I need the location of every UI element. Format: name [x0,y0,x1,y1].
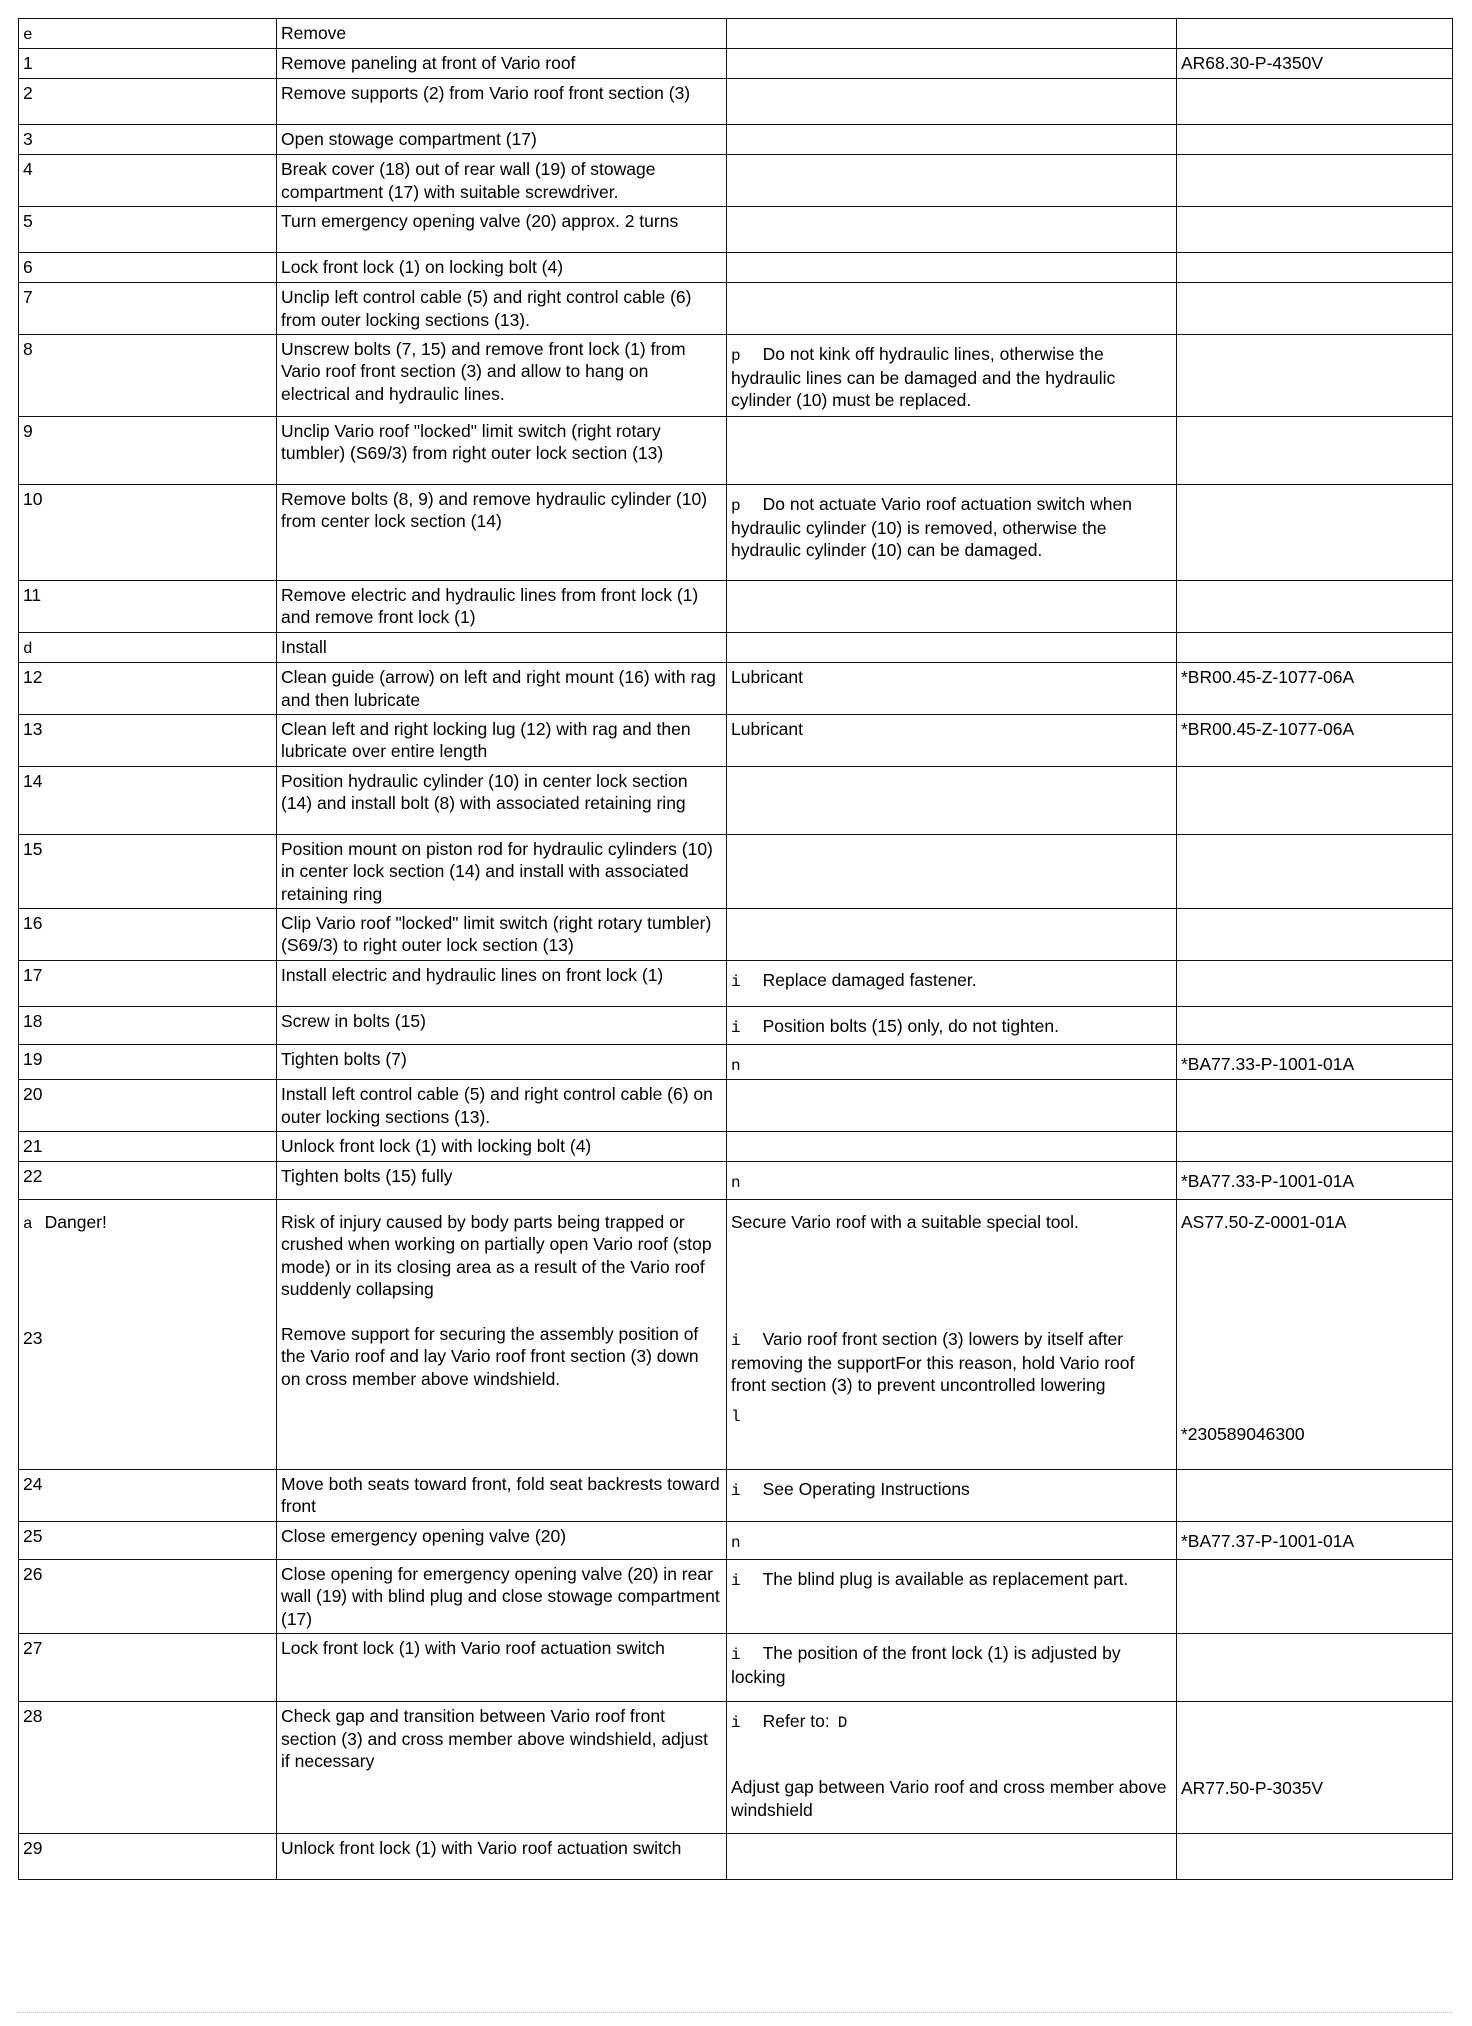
step-action-cell [277,715,727,767]
step-row [19,1132,1453,1162]
step-number-cell [19,909,277,961]
step-action: Break cover (18) out of rear wall (19) of stowage compartment (17) with suitable screwdriver. [281,159,656,202]
step-action: Tighten bolts (15) fully [281,1166,453,1187]
step-row [19,1560,1453,1634]
step-number: 23 [23,1328,43,1349]
step-action: Remove support for securing the assembly position of the Vario roof and lay Vario roof front section (3) down on cross member above windshield. [281,1324,699,1389]
special-tool-symbol: l [731,1408,741,1427]
step-action: Remove electric and hydraulic lines from front lock (1) and remove front lock (1) [281,585,699,628]
danger-step-row [19,1200,1453,1470]
step-note: Position bolts (15) only, do not tighten. [762,1015,1059,1036]
step-number-cell [19,1522,277,1560]
step-number-cell [19,1702,277,1834]
step-action: Position mount on piston rod for hydraulic cylinders (10) in center lock section (14) and install with associated retaining ring [281,838,713,904]
step-action: Close emergency opening valve (20) [281,1526,567,1547]
step-note-cell [727,79,1177,125]
step-note-cell [727,19,1177,49]
step-number: 24 [23,1474,43,1495]
step-ref-cell [1177,1702,1453,1834]
step-number: 7 [23,287,33,308]
tool-part-number: *230589046300 [1181,1424,1305,1445]
step-note-cell [727,1132,1177,1162]
step-action-cell [277,1162,727,1200]
step-note: Lubricant [731,719,803,740]
step-action: Install [281,636,327,657]
step-action-cell [277,283,727,335]
step-row [19,1702,1453,1834]
step-action-cell [277,207,727,253]
step-number-cell [19,1634,277,1702]
step-row [19,207,1453,253]
step-row [19,79,1453,125]
step-note-cell [727,207,1177,253]
step-action: Tighten bolts (7) [281,1048,407,1069]
step-note: Replace damaged fastener. [762,969,977,990]
danger-warning: Risk of injury caused by body parts being trapped or crushed when working on partially open Vario roof (stop mode) or in its closing area as a result of the Vario roof suddenly collapsing [281,1212,712,1300]
step-row [19,766,1453,834]
step-note-cell [727,485,1177,581]
step-number: 1 [23,53,33,74]
step-row [19,581,1453,633]
note-symbol: i [731,1482,741,1501]
step-ref-cell [1177,335,1453,417]
step-note: Vario roof front section (3) lowers by itself after removing the supportFor this reason, hold Vario roof front section (3) to prevent uncontrolled lowering [731,1329,1135,1395]
step-action: Turn emergency opening valve (20) approx. 2 turns [281,211,679,232]
step-number: 13 [23,719,43,740]
step-ref-cell [1177,79,1453,125]
step-action-cell [277,485,727,581]
step-row [19,1044,1453,1079]
step-note-cell [727,581,1177,633]
note-symbol: n [731,1056,741,1075]
step-action-cell [277,125,727,155]
step-number-cell [19,283,277,335]
step-ref-cell [1177,663,1453,715]
step-row [19,485,1453,581]
step-number-cell [19,581,277,633]
step-number-cell [19,1006,277,1044]
tool-reference: AS77.50-Z-0001-01A [1181,1212,1347,1233]
step-action-cell [277,632,727,662]
step-number-cell [19,632,277,662]
step-action-cell [277,1834,727,1880]
step-action: Remove supports (2) from Vario roof front section (3) [281,83,691,104]
step-row [19,417,1453,485]
step-action: Unlock front lock (1) with locking bolt (4) [281,1136,592,1157]
step-number: e [23,26,33,44]
step-row [19,632,1453,662]
step-number-cell [19,1080,277,1132]
step-action-cell [277,253,727,283]
step-action: Lock front lock (1) with Vario roof actuation switch [281,1638,665,1659]
danger-ref-cell [1177,1200,1453,1470]
step-action-cell [277,1470,727,1522]
step-number: 28 [23,1706,43,1727]
step-number-cell [19,1470,277,1522]
step-action-cell [277,909,727,961]
step-note: Do not kink off hydraulic lines, otherwise the hydraulic lines can be damaged and the hydraulic cylinder (10) must be replaced. [731,344,1116,410]
step-note-cell [727,1522,1177,1560]
step-note-cell [727,632,1177,662]
step-ref-cell [1177,49,1453,79]
step-action-cell [277,79,727,125]
step-note-cell [727,283,1177,335]
step-action-cell [277,1634,727,1702]
step-row [19,283,1453,335]
document-reference: *BR00.45-Z-1077-06A [1181,719,1355,740]
step-action-cell [277,155,727,207]
step-number: 17 [23,964,43,985]
step-row [19,253,1453,283]
step-action-cell [277,1044,727,1079]
note-symbol: i [731,1646,741,1665]
note-symbol: i [731,1332,741,1351]
step-row [19,663,1453,715]
step-ref-cell [1177,1634,1453,1702]
step-row [19,155,1453,207]
step-number: 26 [23,1564,43,1585]
step-note-cell [727,715,1177,767]
step-number: 2 [23,83,33,104]
step-ref-cell [1177,1522,1453,1560]
step-note: The position of the front lock (1) is adjusted by locking [731,1643,1121,1687]
step-action-cell [277,335,727,417]
step-number-cell [19,253,277,283]
step-action: Unlock front lock (1) with Vario roof actuation switch [281,1838,682,1859]
step-action: Remove paneling at front of Vario roof [281,53,576,74]
step-action-cell [277,1006,727,1044]
step-note-cell [727,335,1177,417]
step-ref-cell [1177,155,1453,207]
step-ref-cell [1177,417,1453,485]
step-action-cell [277,1522,727,1560]
step-number-cell [19,960,277,1006]
step-ref-cell [1177,1132,1453,1162]
step-number: 12 [23,667,43,688]
page-bottom-rule [18,2012,1452,2013]
step-number: 9 [23,421,33,442]
step-action: Install left control cable (5) and right control cable (6) on outer locking sections (13). [281,1084,713,1127]
step-number: d [23,639,33,658]
step-number: 5 [23,211,33,232]
step-number: 20 [23,1084,43,1105]
step-note: Refer to: [762,1711,830,1732]
step-note-cell [727,155,1177,207]
step-action: Remove [281,23,347,43]
step-action: Remove bolts (8, 9) and remove hydraulic cylinder (10) from center lock section (14) [281,489,708,532]
reference-title: Adjust gap between Vario roof and cross member above windshield [731,1777,1167,1820]
step-action-cell [277,960,727,1006]
document-reference: AR77.50-P-3035V [1181,1778,1324,1799]
step-action-cell [277,19,727,49]
step-action: Screw in bolts (15) [281,1010,426,1031]
step-ref-cell [1177,834,1453,908]
step-number: 19 [23,1048,43,1069]
step-number-cell [19,49,277,79]
step-ref-cell [1177,1470,1453,1522]
step-action: Clean guide (arrow) on left and right mount (16) with rag and then lubricate [281,667,716,710]
step-row [19,125,1453,155]
step-number: 15 [23,838,43,859]
danger-label: Danger! [44,1212,107,1233]
step-action: Install electric and hydraulic lines on front lock (1) [281,964,664,985]
step-action-cell [277,49,727,79]
step-number-cell [19,834,277,908]
step-ref-cell [1177,766,1453,834]
step-ref-cell [1177,909,1453,961]
step-number-cell [19,335,277,417]
step-row [19,49,1453,79]
reference-link-symbol[interactable]: D [837,1714,848,1733]
step-note-cell [727,1080,1177,1132]
step-row [19,1634,1453,1702]
step-number: 18 [23,1010,43,1031]
step-action-cell [277,417,727,485]
step-ref-cell [1177,125,1453,155]
step-row [19,19,1453,49]
step-ref-cell [1177,1560,1453,1634]
step-note-cell [727,1470,1177,1522]
step-number-cell [19,663,277,715]
step-note: Lubricant [731,667,803,688]
step-action-cell [277,1702,727,1834]
step-note-cell [727,1834,1177,1880]
step-action: Unclip Vario roof "locked" limit switch (right rotary tumbler) (S69/3) from right outer lock section (13) [281,421,664,464]
step-number: 8 [23,339,33,360]
step-action-cell [277,1132,727,1162]
step-number-cell [19,207,277,253]
step-action: Clip Vario roof "locked" limit switch (right rotary tumbler) (S69/3) to right outer lock section (13) [281,913,712,956]
step-note: See Operating Instructions [762,1479,970,1500]
danger-note-cell [727,1200,1177,1470]
step-action-cell [277,834,727,908]
step-action: Open stowage compartment (17) [281,129,537,150]
document-reference: *BR00.45-Z-1077-06A [1181,667,1355,688]
step-action-cell [277,1560,727,1634]
step-note-cell [727,834,1177,908]
step-note: Do not actuate Vario roof actuation switch when hydraulic cylinder (10) is removed, otherwise the hydraulic cylinder (10) can be damaged. [731,494,1132,560]
step-action: Unclip left control cable (5) and right control cable (6) from outer locking sections (13). [281,287,692,330]
step-note-cell [727,1162,1177,1200]
step-row [19,715,1453,767]
danger-measure: Secure Vario roof with a suitable special tool. [731,1212,1079,1233]
step-action: Unscrew bolts (7, 15) and remove front lock (1) from Vario roof front section (3) and allow to hang on electrical and hydraulic lines. [281,339,686,404]
danger-symbol: a [23,1215,33,1234]
step-number: 3 [23,129,33,150]
step-ref-cell [1177,283,1453,335]
step-ref-cell [1177,485,1453,581]
step-number-cell [19,1132,277,1162]
step-note-cell [727,1006,1177,1044]
step-row [19,909,1453,961]
step-ref-cell [1177,1162,1453,1200]
step-row [19,1470,1453,1522]
step-row [19,1080,1453,1132]
note-symbol: i [731,1018,741,1037]
step-number-cell [19,125,277,155]
note-symbol: i [731,1714,741,1733]
step-ref-cell [1177,1044,1453,1079]
step-number-cell [19,155,277,207]
step-note-cell [727,663,1177,715]
step-number: 27 [23,1638,43,1659]
step-number-cell [19,766,277,834]
step-note-cell [727,960,1177,1006]
step-note-cell [727,1702,1177,1834]
step-row [19,1006,1453,1044]
step-number-cell [19,79,277,125]
step-number-cell [19,1834,277,1880]
step-number: 11 [23,585,42,606]
step-row [19,960,1453,1006]
danger-label-cell [19,1200,277,1470]
step-number-cell [19,1162,277,1200]
step-number-cell [19,485,277,581]
step-number: 16 [23,913,43,934]
step-action-cell [277,581,727,633]
document-reference: AR68.30-P-4350V [1181,53,1324,74]
step-ref-cell [1177,1080,1453,1132]
step-note-cell [727,909,1177,961]
step-note-cell [727,49,1177,79]
document-reference: *BA77.33-P-1001-01A [1181,1053,1355,1074]
step-note-cell [727,1634,1177,1702]
step-note: The blind plug is available as replacement part. [762,1569,1129,1590]
step-note-cell [727,417,1177,485]
step-action-cell [277,663,727,715]
step-note-cell [727,125,1177,155]
step-ref-cell [1177,207,1453,253]
step-ref-cell [1177,632,1453,662]
step-row [19,834,1453,908]
step-action-cell [277,766,727,834]
step-number: 6 [23,257,33,278]
step-number-cell [19,417,277,485]
step-number: 4 [23,159,33,180]
step-ref-cell [1177,253,1453,283]
step-note-cell [727,253,1177,283]
note-symbol: i [731,1572,741,1591]
step-note-cell [727,1044,1177,1079]
step-number: 10 [23,489,43,510]
step-number: 14 [23,770,43,791]
step-action: Move both seats toward front, fold seat backrests toward front [281,1474,720,1517]
danger-action-cell [277,1200,727,1470]
step-ref-cell [1177,19,1453,49]
note-symbol: n [731,1534,741,1553]
note-symbol: i [731,972,741,991]
step-note-cell [727,766,1177,834]
step-action: Clean left and right locking lug (12) with rag and then lubricate over entire length [281,719,691,762]
step-number-cell [19,715,277,767]
step-ref-cell [1177,1006,1453,1044]
note-symbol: p [731,497,741,516]
step-ref-cell [1177,715,1453,767]
step-number: 29 [23,1838,43,1859]
step-row [19,335,1453,417]
step-action: Lock front lock (1) on locking bolt (4) [281,257,564,278]
procedure-table [18,18,1453,1880]
note-symbol: p [731,347,741,366]
step-note-cell [727,1560,1177,1634]
step-row [19,1162,1453,1200]
step-number-cell [19,1560,277,1634]
step-action-cell [277,1080,727,1132]
step-action: Close opening for emergency opening valve (20) in rear wall (19) with blind plug and close stowage compartment (17) [281,1564,720,1629]
step-ref-cell [1177,960,1453,1006]
step-number: 25 [23,1526,43,1547]
step-action: Check gap and transition between Vario roof front section (3) and cross member above windshield, adjust if necessary [281,1706,709,1771]
document-reference: *BA77.33-P-1001-01A [1181,1171,1355,1192]
step-number: 22 [23,1166,43,1187]
step-action: Position hydraulic cylinder (10) in center lock section (14) and install bolt (8) with associated retaining ring [281,770,688,814]
step-ref-cell [1177,1834,1453,1880]
note-symbol: n [731,1174,741,1193]
document-reference: *BA77.37-P-1001-01A [1181,1531,1355,1552]
step-row [19,1834,1453,1880]
step-number-cell [19,19,277,49]
step-number-cell [19,1044,277,1079]
step-number: 21 [23,1136,43,1157]
step-ref-cell [1177,581,1453,633]
step-row [19,1522,1453,1560]
